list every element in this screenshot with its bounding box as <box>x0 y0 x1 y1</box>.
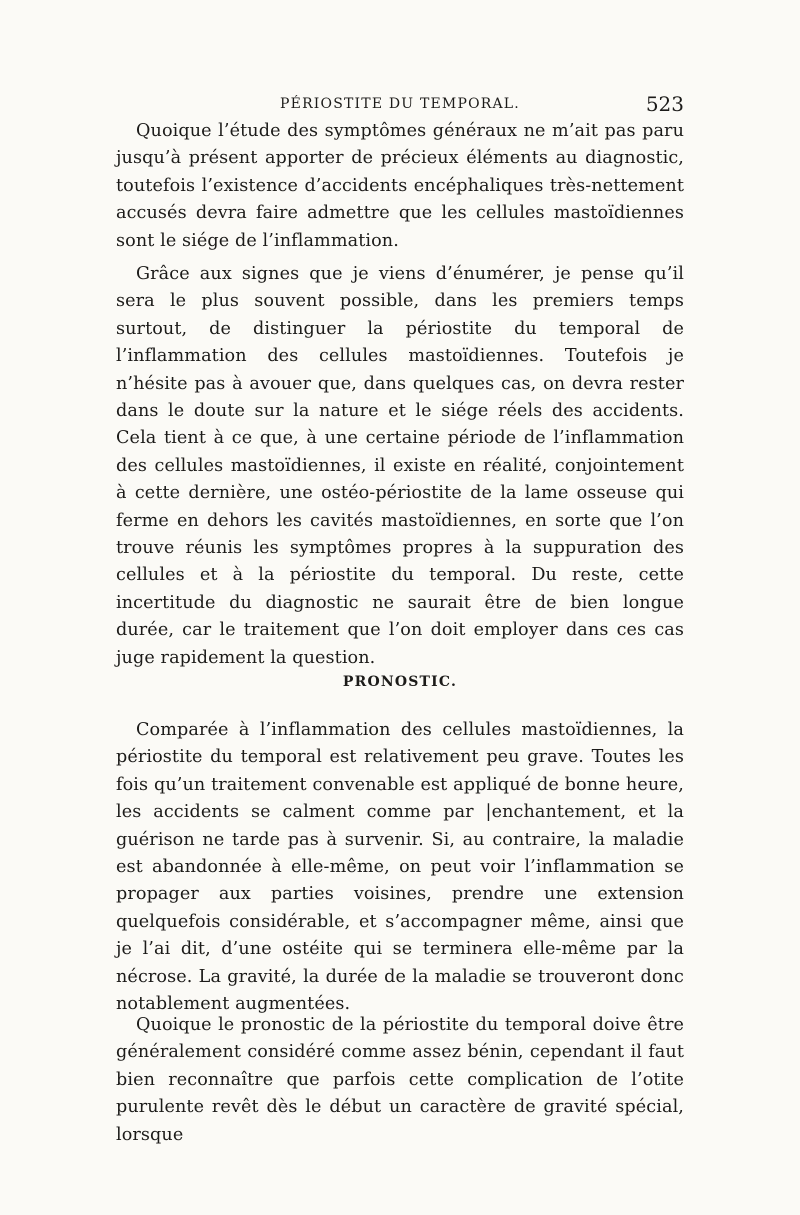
paragraph-pronostic-benign: Quoique le pronostic de la périostite du temporal doive être généralement considéré comme assez bénin, cependant il faut bien reconnaître que parfois cette complication de l’otite purulente revêt dès le début un caractère de gravité spécial, lorsque <box>116 1015 684 1145</box>
paragraph-pronostic-gravity: Comparée à l’inflammation des cellules mastoïdiennes, la périostite du temporal est relativement peu grave. Toutes les fois qu’un traitement convenable est appliqué de bonne heure, les accidents se calment comme par |enchantement, et la guérison ne tarde pas à survenir. Si, au contraire, la maladie est abandonnée à elle-même, on peut voir l’inflammation se propager aux parties voisines, prendre une extension quelquefois considérable, et s’accompagner même, ainsi que je l’ai dit, d’une ostéite qui se terminera elle-même par la nécrose. La gravité, la durée de la maladie se trouveront donc notablement augmentées. <box>116 720 684 1015</box>
page-number: 523 <box>645 92 684 116</box>
paragraph-general-symptoms: Quoique l’étude des symptômes généraux ne m’ait pas paru jusqu’à présent apporter de précieux éléments au diagnostic, toutefois l’existence d’accidents encéphaliques très-nettement accusés devra faire admettre que les cellules mastoïdiennes sont le siége de l’inflammation. <box>116 121 684 251</box>
section-heading-pronostic: PRONOSTIC. <box>342 674 458 690</box>
running-head <box>116 92 684 118</box>
paragraph-diagnostic-signs: Grâce aux signes que je viens d’énumérer, je pense qu’il sera le plus souvent possible, dans les premiers temps surtout, de distinguer la périostite du temporal de l’inflammation des cellules mastoïdiennes. Toutefois je n’hésite pas à avouer que, dans quelques cas, on devra rester dans le doute sur la nature et le siége réels des accidents. Cela tient à ce que, à une certaine période de l’inflammation des cellules mastoïdiennes, il existe en réalité, conjointement à cette dernière, une ostéo-périostite de la lame osseuse qui ferme en dehors les cavités mastoïdiennes, en sorte que l’on trouve réunis les symptômes propres à la suppuration des cellules et à la périostite du temporal. Du reste, cette incertitude du diagnostic ne saurait être de bien longue durée, car le traitement que l’on doit employer dans ces cas juge rapidement la question. <box>116 264 684 668</box>
running-title: PÉRIOSTITE DU TEMPORAL. <box>280 96 520 112</box>
